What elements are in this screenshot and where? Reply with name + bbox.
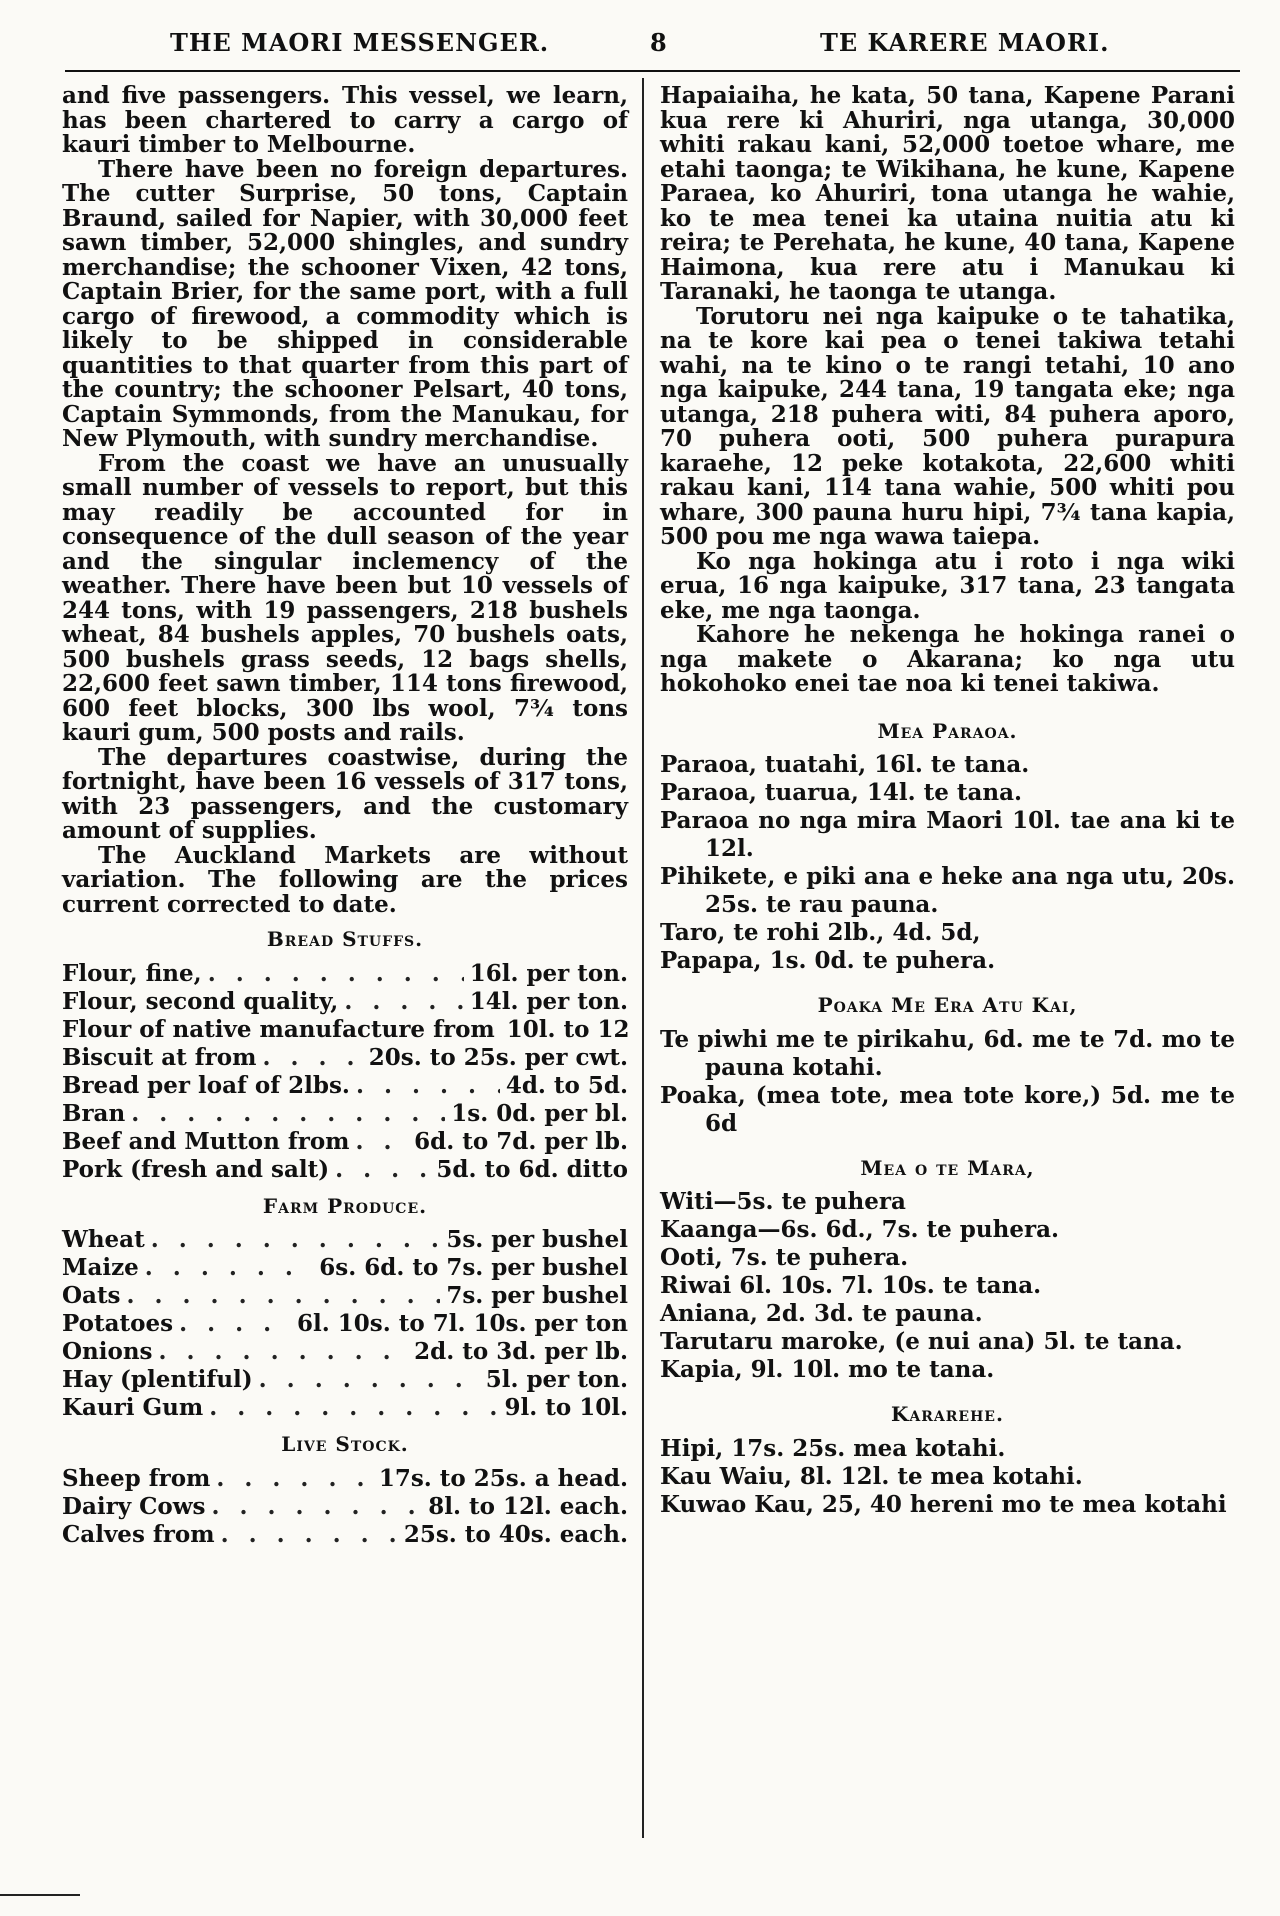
price-item: Calves from	[62, 1520, 215, 1548]
price-row	[62, 1254, 628, 1282]
price-value: 20s. to 25s. per cwt.	[368, 1043, 628, 1071]
price-value: 17s. to 25s. a head.	[378, 1464, 628, 1492]
price-value: 4d. to 5d.	[505, 1071, 628, 1099]
section-heading-live-stock: Live Stock.	[281, 1432, 409, 1456]
price-row	[62, 1016, 628, 1044]
price-line: Pihikete, e piki ana e heke ana nga utu, 20s. 25s. te rau pauna.	[660, 863, 1235, 918]
price-item: Bread per loaf of 2lbs.	[62, 1071, 350, 1099]
price-row	[62, 1072, 628, 1100]
section-heading-mea-paraoa: Mea Paraoa.	[877, 718, 1018, 743]
leader-dots	[221, 1521, 398, 1549]
price-row	[62, 1226, 628, 1254]
price-value: 6s. 6d. to 7s. per bushel	[319, 1254, 628, 1281]
price-line: Kapia, 9l. 10l. mo te tana.	[660, 1356, 995, 1383]
price-line: Taro, te rohi 2lb., 4d. 5d,	[660, 919, 981, 946]
price-value: 14l. per ton.	[469, 987, 628, 1015]
price-item: Flour, second quality,	[62, 987, 339, 1015]
header-maori-title: TE KARERE MAORI.	[820, 28, 1110, 57]
price-line: Paraoa, tuatahi, 16l. te tana.	[660, 751, 1030, 778]
leader-dots	[259, 1366, 480, 1394]
leader-dots	[211, 1493, 422, 1521]
price-item: Bran	[62, 1099, 126, 1127]
price-item: Pork (fresh and salt)	[62, 1155, 330, 1183]
price-value: 10l. to 12	[506, 1015, 630, 1043]
paragraph: From the coast we have an unusually small number of vessels to report, but this may readily be accounted for in consequence of the dull season of the year and the singular inclemency of the weather. There have been but 10 vessels of 244 tons, with 19 passengers, 218 bushels wheat, 84 bushels apples, 70 bushels oats, 500 bushels grass seeds, 12 bags shells, 22,600 feet sawn timber, 114 tons firewood, 600 feet blocks, 300 lbs wool, 7¾ tons kauri gum, 500 posts and rails.	[62, 449, 628, 746]
price-value: 1s. 0d. per bl.	[451, 1099, 628, 1127]
mea-paraoa-list	[660, 751, 1235, 975]
leader-dots	[127, 1282, 441, 1310]
price-row	[62, 1493, 628, 1521]
price-row	[62, 960, 628, 988]
price-item: Oats	[62, 1282, 121, 1309]
maori-column	[660, 84, 1235, 1519]
price-value: 8l. to 12l. each.	[428, 1492, 628, 1520]
leader-dots	[131, 1100, 445, 1128]
price-row	[62, 988, 628, 1016]
leader-dots	[151, 1226, 441, 1254]
price-item: Flour, fine,	[62, 959, 202, 987]
leader-dots	[344, 988, 463, 1016]
price-value: 9l. to 10l.	[504, 1394, 628, 1421]
price-row	[62, 1100, 628, 1128]
price-row	[62, 1128, 628, 1156]
farm-produce-list	[62, 1226, 628, 1422]
price-item: Flour of native manufacture from	[62, 1015, 495, 1043]
price-line: Te piwhi me te pirikahu, 6d. me te 7d. mo te pauna kotahi.	[660, 1025, 1235, 1081]
price-row	[62, 1044, 628, 1072]
price-line: Paraoa no nga mira Maori 10l. tae ana ki te 12l.	[660, 807, 1235, 862]
price-line: Riwai 6l. 10s. 7l. 10s. te tana.	[660, 1272, 1042, 1299]
price-line: Hipi, 17s. 25s. mea kotahi.	[660, 1434, 1006, 1462]
price-line: Kaanga—6s. 6d., 7s. te puhera.	[660, 1216, 1059, 1243]
paragraph: Kahore he nekenga he hokinga ranei o nga makete o Akarana; ko nga utu hokohoko enei tae noa ki tenei takiwa.	[660, 621, 1235, 697]
live-stock-list	[62, 1465, 628, 1549]
price-item: Potatoes	[62, 1310, 174, 1337]
price-line: Tarutaru maroke, (e nui ana) 5l. te tana.	[660, 1328, 1183, 1355]
price-item: Wheat	[62, 1226, 145, 1253]
price-line: Ooti, 7s. te puhera.	[660, 1244, 909, 1271]
price-item: Kauri Gum	[62, 1394, 204, 1421]
header-english-title: THE MAORI MESSENGER.	[170, 28, 550, 57]
leader-dots	[208, 960, 464, 988]
leader-dots	[209, 1394, 498, 1422]
price-line: Paraoa, tuarua, 14l. te tana.	[660, 779, 1023, 806]
price-value: 5l. per ton.	[485, 1366, 628, 1393]
leader-dots	[159, 1338, 409, 1366]
paragraph: There have been no foreign departures. The cutter Surprise, 50 tons, Captain Braund, sailed for Napier, with 30,000 feet sawn timber, 52,000 shingles, and sundry merchandise; the schooner Vixen, 42 tons, Captain Brier, for the same port, with a full cargo of firewood, a commodity which is likely to be shipped in considerable quantities to that quarter from this part of the country; the schooner Pelsart, 40 tons, Captain Symmonds, from the Manukau, for New Plymouth, with sundry merchandise.	[62, 155, 628, 452]
price-value: 16l. per ton.	[469, 959, 628, 987]
price-item: Sheep from	[62, 1464, 211, 1492]
price-item: Dairy Cows	[62, 1492, 206, 1520]
bottom-rule	[0, 1894, 80, 1896]
price-value: 5s. per bushel	[446, 1226, 628, 1253]
section-heading-mea-o-te-mara: Mea o te Mara,	[860, 1155, 1035, 1180]
column-divider	[642, 78, 644, 1838]
price-item: Hay (plentiful)	[62, 1366, 253, 1393]
price-item: Maize	[62, 1254, 139, 1281]
price-value: 6l. 10s. to 7l. 10s. per ton	[297, 1310, 628, 1337]
price-line: Aniana, 2d. 3d. te pauna.	[660, 1300, 983, 1327]
kararehe-list	[660, 1435, 1235, 1519]
price-row	[62, 1394, 628, 1422]
leader-dots	[262, 1044, 362, 1072]
leader-dots	[216, 1465, 372, 1493]
price-row	[62, 1282, 628, 1310]
poaka-list	[660, 1026, 1235, 1138]
paragraph: Ko nga hokinga atu i roto i nga wiki erua, 16 nga kaipuke, 317 tana, 23 tangata eke, me nga taonga.	[660, 547, 1235, 624]
leader-dots	[356, 1128, 409, 1156]
price-line: Papapa, 1s. 0d. te puhera.	[660, 947, 996, 974]
paragraph: The Auckland Markets are without variation. The following are the prices current corrected to date.	[62, 841, 628, 918]
price-row	[62, 1338, 628, 1366]
paragraph: and five passengers. This vessel, we learn, has been chartered to carry a cargo of kauri timber to Melbourne.	[62, 82, 628, 158]
paragraph: Torutoru nei nga kaipuke o te tahatika, na te kore kai pea o tenei takiwa tetahi wahi, na te kino o te rangi tetahi, 10 ano nga kaipuke, 244 tana, 19 tangata eke; nga utanga, 218 puhera witi, 84 puhera aporo, 70 puhera ooti, 500 puhera purapura karaehe, 12 peke kotakota, 22,600 whiti rakau kani, 114 tana wahie, 500 whiti pou whare, 300 pauna huru hipi, 7¾ tana kapia, 500 pou me nga wawa taiepa.	[660, 302, 1235, 550]
section-heading-poaka: Poaka Me Era Atu Kai,	[817, 993, 1078, 1017]
price-value: 7s. per bushel	[446, 1282, 628, 1309]
price-row	[62, 1310, 628, 1338]
price-line: Kuwao Kau, 25, 40 hereni mo te mea kotahi	[660, 1490, 1227, 1518]
price-item: Onions	[62, 1338, 153, 1365]
section-heading-kararehe: Kararehe.	[891, 1402, 1004, 1426]
paragraph: Hapaiaiha, he kata, 50 tana, Kapene Parani kua rere ki Ahuriri, nga utanga, 30,000 whiti rakau kani, 52,000 toetoe whare, me etahi taonga; te Wikihana, he kune, Kapene Paraea, ko Ahuriri, tona utanga he wahie, ko te mea tenei ka utaina nuitia atu ki reira; te Perehata, he kune, 40 tana, Kapene Haimona, kua rere atu i Manukau ki Taranaki, he taonga te utanga.	[660, 82, 1235, 305]
price-value: 25s. to 40s. each.	[403, 1520, 628, 1548]
price-row	[62, 1521, 628, 1549]
english-column	[62, 84, 628, 1549]
price-row	[62, 1156, 628, 1184]
price-row	[62, 1366, 628, 1394]
price-line: Witi—5s. te puhera	[660, 1188, 906, 1215]
leader-dots	[145, 1254, 314, 1282]
section-heading-bread-stuffs: Bread Stuffs.	[266, 927, 424, 951]
page-number: 8	[650, 28, 668, 57]
price-item: Biscuit at from	[62, 1043, 257, 1071]
header-rule	[65, 70, 1240, 72]
price-value: 6d. to 7d. per lb.	[414, 1127, 628, 1155]
paragraph: The departures coastwise, during the fortnight, have been 16 vessels of 317 tons, with 23 passengers, and the customary amount of supplies.	[62, 743, 628, 844]
page-header	[60, 22, 1220, 62]
price-item: Beef and Mutton from	[62, 1127, 350, 1155]
section-heading-farm-produce: Farm Produce.	[262, 1193, 428, 1218]
mea-o-te-mara-list	[660, 1188, 1235, 1384]
leader-dots	[356, 1072, 500, 1100]
price-row	[62, 1465, 628, 1493]
leader-dots	[335, 1156, 430, 1184]
price-line: Poaka, (mea tote, mea tote kore,) 5d. me te 6d	[660, 1081, 1235, 1137]
price-line: Kau Waiu, 8l. 12l. te mea kotahi.	[660, 1462, 1083, 1490]
bread-stuffs-list	[62, 960, 628, 1184]
price-value: 5d. to 6d. ditto	[436, 1155, 628, 1183]
leader-dots	[179, 1310, 291, 1338]
price-value: 2d. to 3d. per lb.	[414, 1338, 628, 1365]
